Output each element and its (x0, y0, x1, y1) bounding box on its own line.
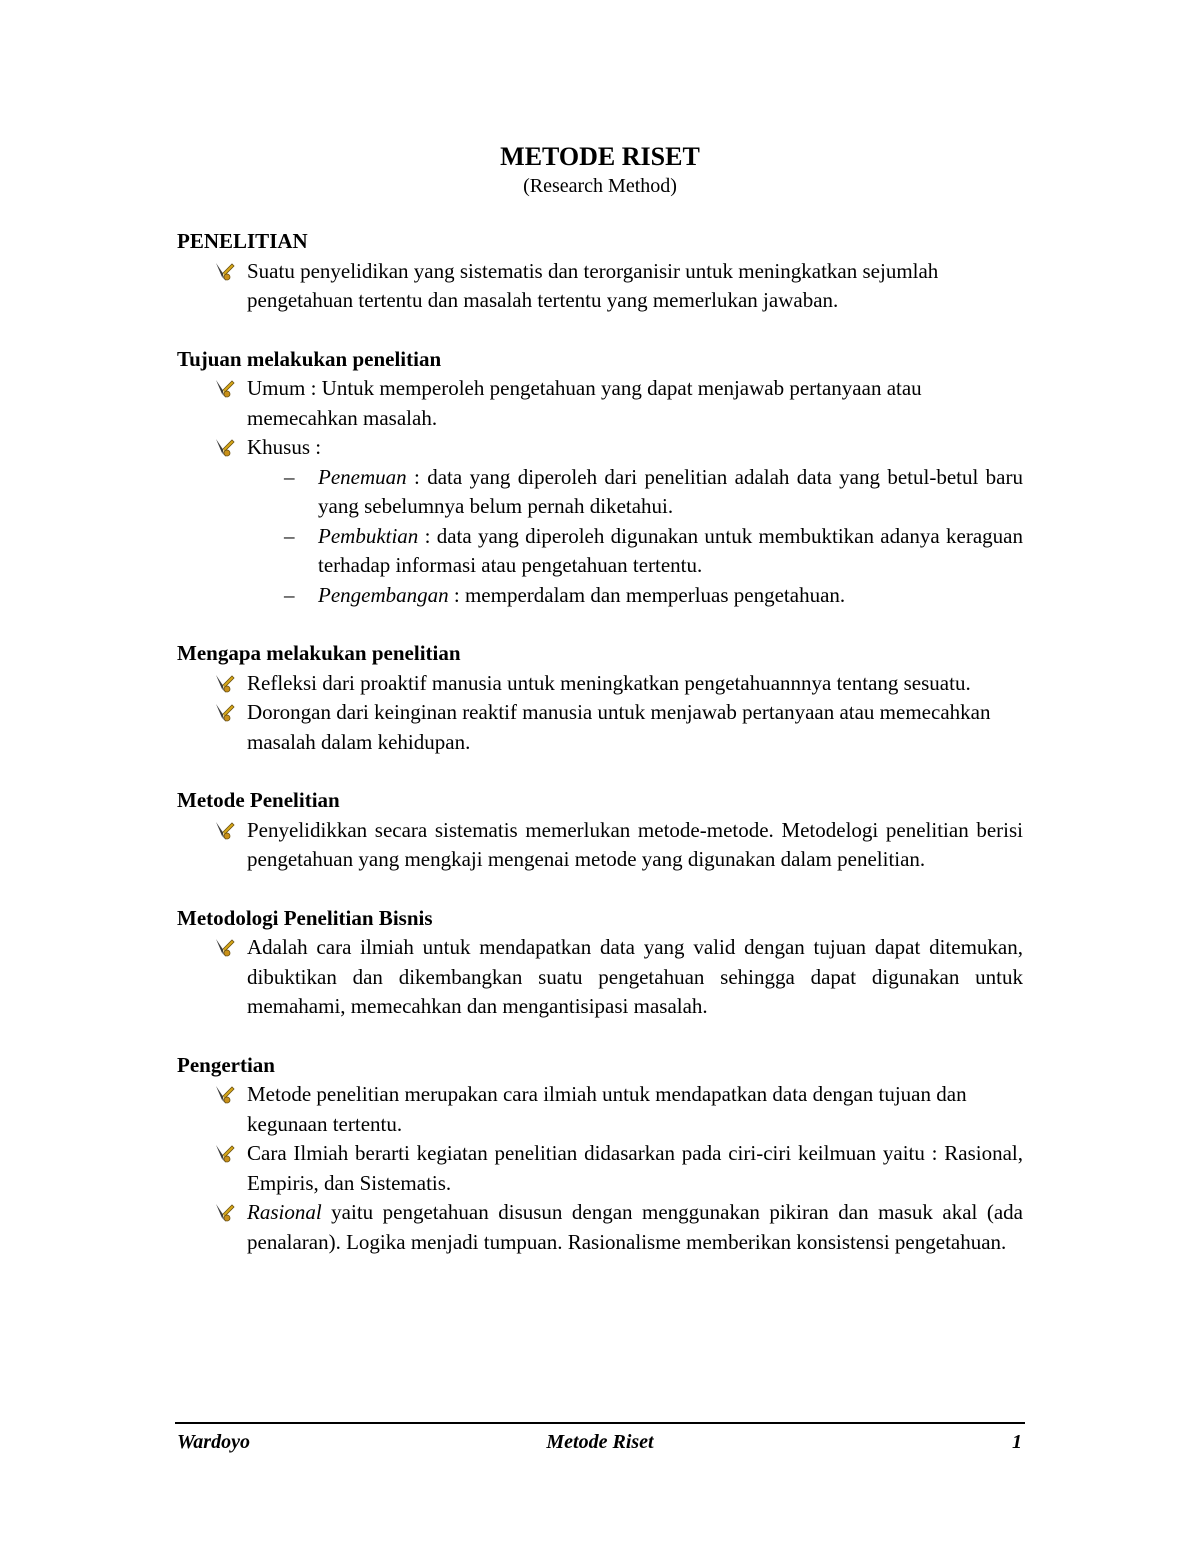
section-pengertian (177, 1051, 1023, 1258)
bullet-text: Umum : Untuk memperoleh pengetahuan yang dapat menjawab pertanyaan atau memecahkan masalah. (247, 376, 922, 430)
page-title: METODE RISET (500, 142, 700, 171)
pencil-bullet-icon (213, 437, 235, 459)
pencil-bullet-icon (213, 820, 235, 842)
pencil-bullet-icon (213, 1143, 235, 1165)
section-tujuan (177, 345, 1023, 611)
pencil-bullet-icon (213, 1202, 235, 1224)
bullet-item (177, 433, 1023, 463)
dash-mark: – (284, 582, 295, 607)
dash-text: : data yang diperoleh digunakan untuk membuktikan adanya keraguan terhadap informasi atau pengetahuan tertentu. (318, 523, 1023, 577)
bullet-item (177, 816, 1023, 875)
section-heading: PENELITIAN (177, 229, 308, 253)
bullet-item (177, 1139, 1023, 1198)
section-heading: Mengapa melakukan penelitian (177, 641, 461, 665)
bullet-text: yaitu pengetahuan disusun dengan menggunakan pikiran dan masuk akal (ada penalaran). Logika menjadi tumpuan. Rasionalisme memberikan konsistensi pengetahuan. (247, 1200, 1023, 1254)
footer-author: Wardoyo (177, 1431, 250, 1453)
bullet-item (177, 698, 1023, 757)
page-subtitle: (Research Method) (523, 175, 677, 197)
section-metode (177, 786, 1023, 875)
section-penelitian (177, 227, 1023, 316)
dash-mark: – (284, 464, 295, 489)
dash-item (177, 463, 1023, 522)
bullet-text: Refleksi dari proaktif manusia untuk meningkatkan pengetahuannnya tentang sesuatu. (247, 670, 971, 695)
dash-term: Pengembangan (318, 582, 449, 607)
bullet-item (177, 1198, 1023, 1257)
bullet-text: Metode penelitian merupakan cara ilmiah untuk mendapatkan data dengan tujuan dan kegunaan tertentu. (247, 1082, 967, 1136)
bullet-item (177, 257, 1023, 316)
footer-divider (175, 1422, 1025, 1424)
dash-term: Penemuan (318, 464, 407, 489)
bullet-text: Khusus : (247, 435, 322, 459)
section-heading: Metode Penelitian (177, 788, 340, 812)
bullet-text: Adalah cara ilmiah untuk mendapatkan data yang valid dengan tujuan dapat ditemukan, dibuktikan dan dikembangkan suatu pengetahuan sehingga dapat digunakan untuk memahami, memecahkan dan mengantisipasi masalah. (247, 935, 1023, 1018)
pencil-bullet-icon (213, 261, 235, 283)
dash-text: : memperdalam dan memperluas pengetahuan. (448, 582, 846, 607)
section-metodologi (177, 904, 1023, 1022)
dash-mark: – (284, 523, 295, 548)
section-heading: Pengertian (177, 1052, 275, 1077)
bullet-item (177, 669, 1023, 699)
bullet-item (177, 933, 1023, 1022)
footer-page-number: 1 (1012, 1431, 1022, 1453)
bullet-text: Suatu penyelidikan yang sistematis dan terorganisir untuk meningkatkan sejumlah pengetahuan tertentu dan masalah tertentu yang memerlukan jawaban. (247, 258, 939, 312)
document-body (177, 227, 1023, 1257)
dash-text: : data yang diperoleh dari penelitian adalah data yang betul-betul baru yang sebelumnya belum pernah diketahui. (318, 464, 1023, 518)
bullet-text: Cara Ilmiah berarti kegiatan penelitian didasarkan pada ciri-ciri keilmuan yaitu : Rasional, Empiris, dan Sistematis. (247, 1141, 1023, 1195)
section-heading: Metodologi Penelitian Bisnis (177, 905, 433, 930)
pencil-bullet-icon (213, 673, 235, 695)
bullet-item (177, 1080, 1023, 1139)
pencil-bullet-icon (213, 378, 235, 400)
pencil-bullet-icon (213, 702, 235, 724)
section-heading: Tujuan melakukan penelitian (177, 346, 442, 371)
pencil-bullet-icon (213, 937, 235, 959)
dash-item (177, 581, 1023, 611)
pencil-bullet-icon (213, 1084, 235, 1106)
footer-title: Metode Riset (546, 1431, 654, 1453)
bullet-term: Rasional (247, 1200, 322, 1224)
section-mengapa (177, 639, 1023, 757)
bullet-item (177, 374, 1023, 433)
bullet-text: Penyelidikkan secara sistematis memerlukan metode-metode. Metodelogi penelitian berisi pengetahuan yang mengkaji mengenai metode yang digunakan dalam penelitian. (247, 817, 1023, 871)
dash-term: Pembuktian (318, 523, 419, 548)
bullet-text: Dorongan dari keinginan reaktif manusia untuk menjawab pertanyaan atau memecahkan masalah dalam kehidupan. (247, 700, 991, 754)
dash-item (177, 522, 1023, 581)
